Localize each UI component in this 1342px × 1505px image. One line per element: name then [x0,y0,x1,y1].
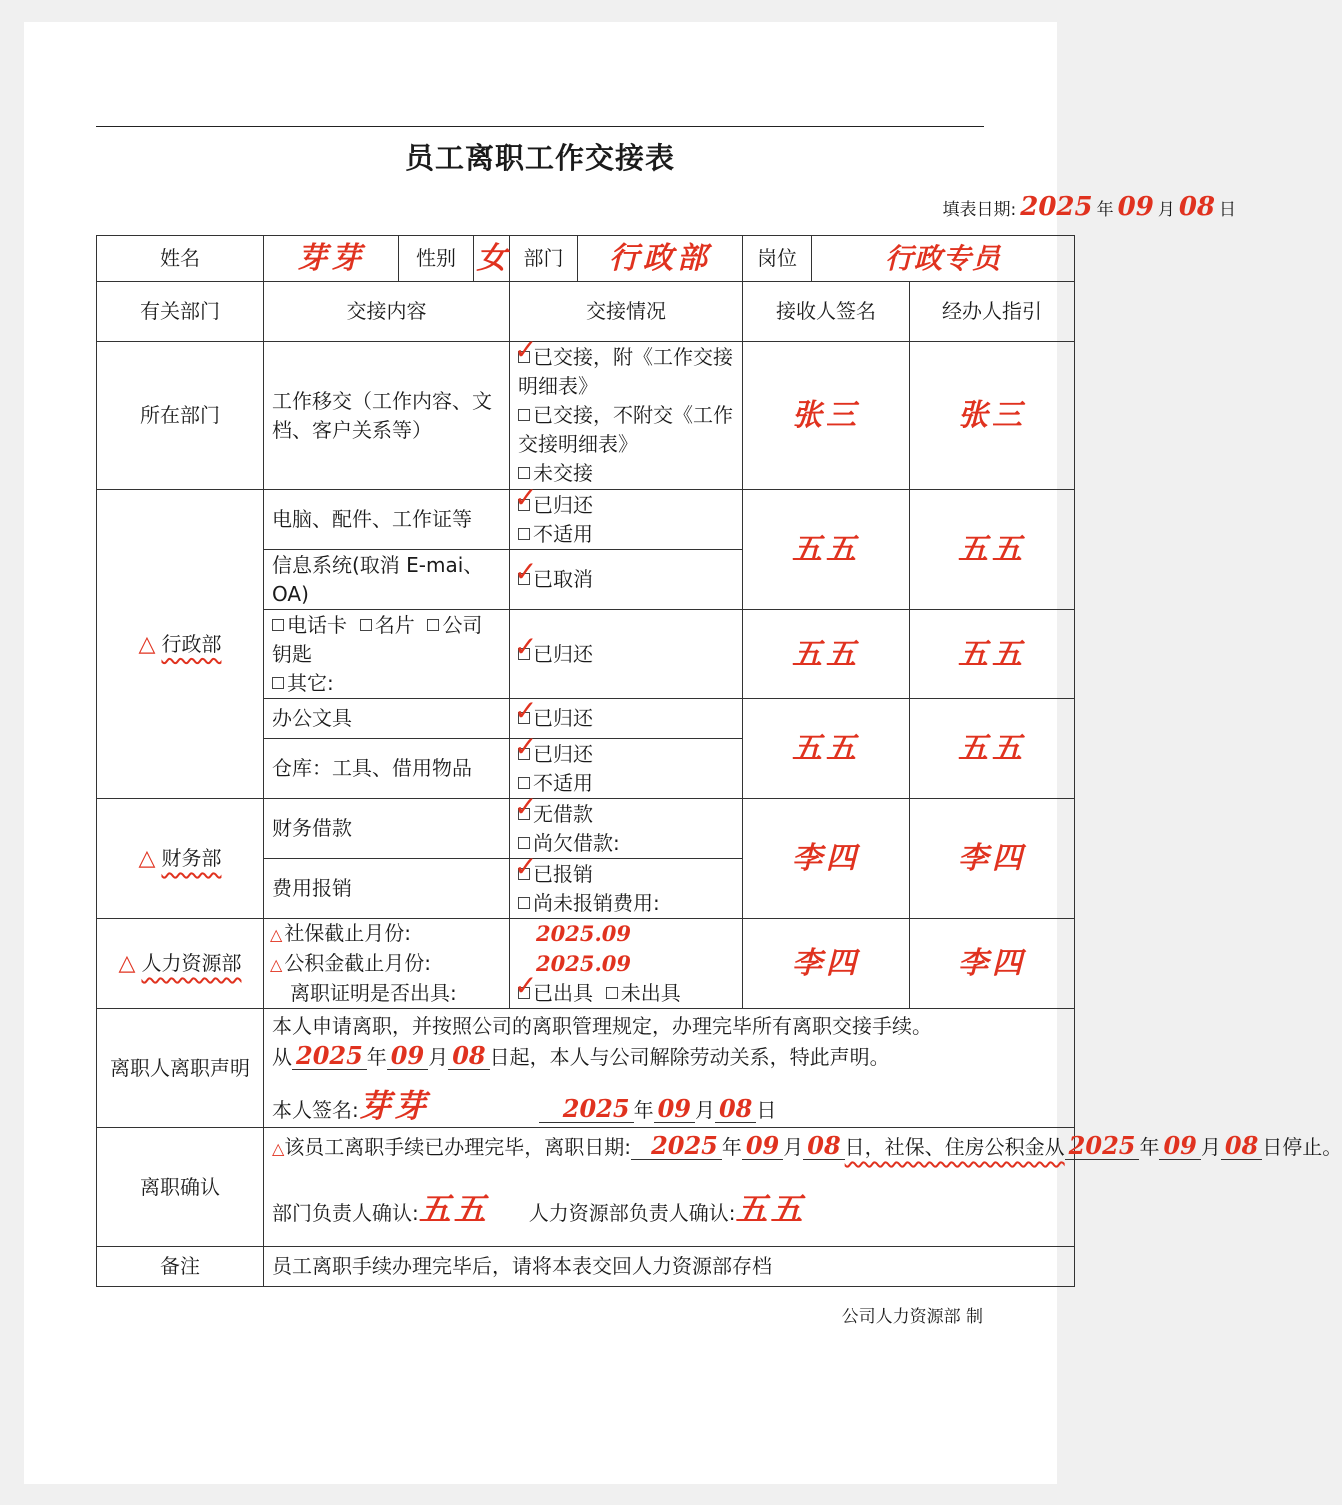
own-dept-name: 所在部门 [97,342,264,490]
hr-head-signature: 五五 [735,1190,806,1228]
triangle-icon: △ [270,955,283,974]
hr-receiver: 李四 [743,919,910,1009]
hr-dept-name: △ 人力资源部 [97,919,264,1009]
checkbox-icon[interactable] [272,677,284,689]
day-unit: 日 [1219,200,1236,220]
checkbox-icon[interactable] [606,987,618,999]
declaration-label: 离职人离职声明 [97,1009,264,1128]
employee-name: 芽芽 [264,236,399,282]
checkbox-icon[interactable] [514,969,538,1002]
employee-row [97,236,1075,282]
employee-dept: 行政部 [578,236,743,282]
hr-items: △ 社保截止月份: △ 公积金截止月份: 离职证明是否出具: [264,919,510,1009]
year-unit: 年 [1096,200,1114,220]
checkbox-icon[interactable] [514,729,538,763]
triangle-icon: △ [138,846,156,871]
header-receiver: 接收人签名 [743,282,910,342]
header-handler: 经办人指引 [910,282,1075,342]
position-label: 岗位 [743,236,812,282]
handover-table [96,235,1342,1287]
header-status: 交接情况 [510,282,743,342]
own-dept-row [97,342,1075,490]
top-rule [96,126,984,127]
own-dept-receiver: 张三 [743,342,910,490]
fill-date [943,192,1236,222]
finance-row-1 [97,799,1075,859]
admin-item-5-status: ✓ 已归还 不适用 [510,739,743,799]
employee-gender: 女 [474,236,510,282]
admin-item-2: 信息系统(取消 E-mai、OA) [264,550,510,610]
admin-row-1 [97,490,1075,550]
confirm-body: △该员工离职手续已办理完毕，离职日期: 2025 年 09 月 08 日，社保、住房公积金从 2025 年 09 月 08 日停止。 部门负责人确认:五五 人力资源部负责人确认:五五 [264,1128,1075,1247]
finance-receiver: 李四 [743,799,910,919]
checkmark-icon: ✓ [514,969,538,1002]
hr-row [97,919,1075,1009]
header-content: 交接内容 [264,282,510,342]
admin-item-5: 仓库：工具、借用物品 [264,739,510,799]
checkbox-icon[interactable] [360,619,372,631]
fill-date-label: 填表日期: [942,200,1017,220]
own-dept-content: 工作移交（工作内容、文档、客户关系等） [264,342,510,490]
admin-item-2-status: ✓ 已取消 [510,550,743,610]
name-label: 姓名 [97,236,264,282]
own-dept-status: ✓ 已交接，附《工作交接明细表》 已交接，不附交《工作交接明细表》 未交接 [510,342,743,490]
confirm-row [97,1128,1075,1247]
checkmark-icon: ✓ [514,789,538,823]
checkmark-icon: ✓ [514,333,538,366]
declaration-signature: 芽芽 [358,1087,429,1125]
admin-item-4-status: ✓ 已归还 [510,699,743,739]
header-dept: 有关部门 [97,282,264,342]
checkmark-icon: ✓ [514,729,538,763]
fill-day: 08 [1178,192,1215,222]
admin-item-3-status: ✓ 已归还 [510,610,743,699]
admin-handler-a: 五五 [910,490,1075,610]
fill-month: 09 [1117,192,1154,222]
checkmark-icon: ✓ [514,555,538,588]
admin-receiver-c: 五五 [743,699,910,799]
finance-item-2: 费用报销 [264,859,510,919]
checkbox-icon[interactable] [514,480,538,514]
finance-handler: 李四 [910,799,1075,919]
admin-receiver-b: 五五 [743,610,910,699]
checkbox-icon[interactable] [518,897,530,909]
admin-item-1-status: ✓ 已归还 不适用 [510,490,743,550]
own-dept-handler: 张三 [910,342,1075,490]
hr-item-3: 离职证明是否出具: [290,981,457,1005]
dept-head-signature: 五五 [418,1190,489,1228]
checkmark-icon: ✓ [514,629,538,663]
checkbox-icon[interactable] [518,528,530,540]
checkbox-icon[interactable] [514,789,538,823]
header-row [97,282,1075,342]
checkbox-icon[interactable] [272,619,284,631]
finance-dept-name: △ 财务部 [97,799,264,919]
triangle-icon: △ [138,631,156,657]
checkmark-icon: ✓ [514,694,538,727]
document-title: 员工离职工作交接表 [404,141,675,175]
hr-social-month: 2025.09 [536,921,631,946]
checkbox-icon[interactable] [514,555,538,588]
remarks-text: 员工离职手续办理完毕后，请将本表交回人力资源部存档 [264,1247,1075,1287]
finance-item-2-status: ✓ 已报销 尚未报销费用: [510,859,743,919]
checkbox-icon[interactable] [427,619,439,631]
finance-item-1: 财务借款 [264,799,510,859]
checkbox-icon[interactable] [518,837,530,849]
declaration-text-1: 本人申请离职，并按照公司的离职管理规定，办理完毕所有离职交接手续。 [272,1014,932,1038]
triangle-icon: △ [118,951,136,976]
footer-stamp: 公司人力资源部 制 [841,1307,983,1327]
remarks-row [97,1247,1075,1287]
month-unit: 月 [1157,200,1175,220]
admin-receiver-a: 五五 [743,490,910,610]
admin-handler-c: 五五 [910,699,1075,799]
fill-year: 2025 [1020,192,1093,222]
triangle-icon: △ [272,1139,285,1158]
checkmark-icon: ✓ [514,480,538,514]
admin-item-4: 办公文具 [264,699,510,739]
checkmark-icon: ✓ [514,849,538,883]
declaration-body: 本人申请离职，并按照公司的离职管理规定，办理完毕所有离职交接手续。 从 2025 年 09 月 08 日起，本人与公司解除劳动关系，特此声明。 本人签名:芽芽 2025 年 09 月 08 日 [264,1009,1075,1128]
checkbox-icon[interactable] [518,777,530,789]
triangle-icon: △ [270,925,283,944]
checkbox-icon[interactable] [518,409,530,421]
hr-handler: 李四 [910,919,1075,1009]
hr-fund-month: 2025.09 [536,951,631,976]
dept-label: 部门 [510,236,578,282]
hr-status: 2025.09 2025.09 ✓ 已出具 未出具 [510,919,743,1009]
remarks-label: 备注 [97,1247,264,1287]
admin-item-1: 电脑、配件、工作证等 [264,490,510,550]
admin-item-3: 电话卡 名片 公司钥匙 其它: [264,610,510,699]
gender-label: 性别 [399,236,474,282]
finance-item-1-status: ✓ 无借款 尚欠借款: [510,799,743,859]
employee-position: 行政专员 [812,236,1075,282]
checkbox-icon[interactable] [514,849,538,883]
checkbox-icon[interactable] [514,333,538,366]
admin-handler-b: 五五 [910,610,1075,699]
confirm-label: 离职确认 [97,1128,264,1247]
admin-dept-name: △ 行政部 [97,490,264,799]
checkbox-icon[interactable] [518,467,530,479]
checkbox-icon[interactable] [514,629,538,663]
checkbox-icon[interactable] [514,694,538,727]
declaration-row [97,1009,1075,1128]
